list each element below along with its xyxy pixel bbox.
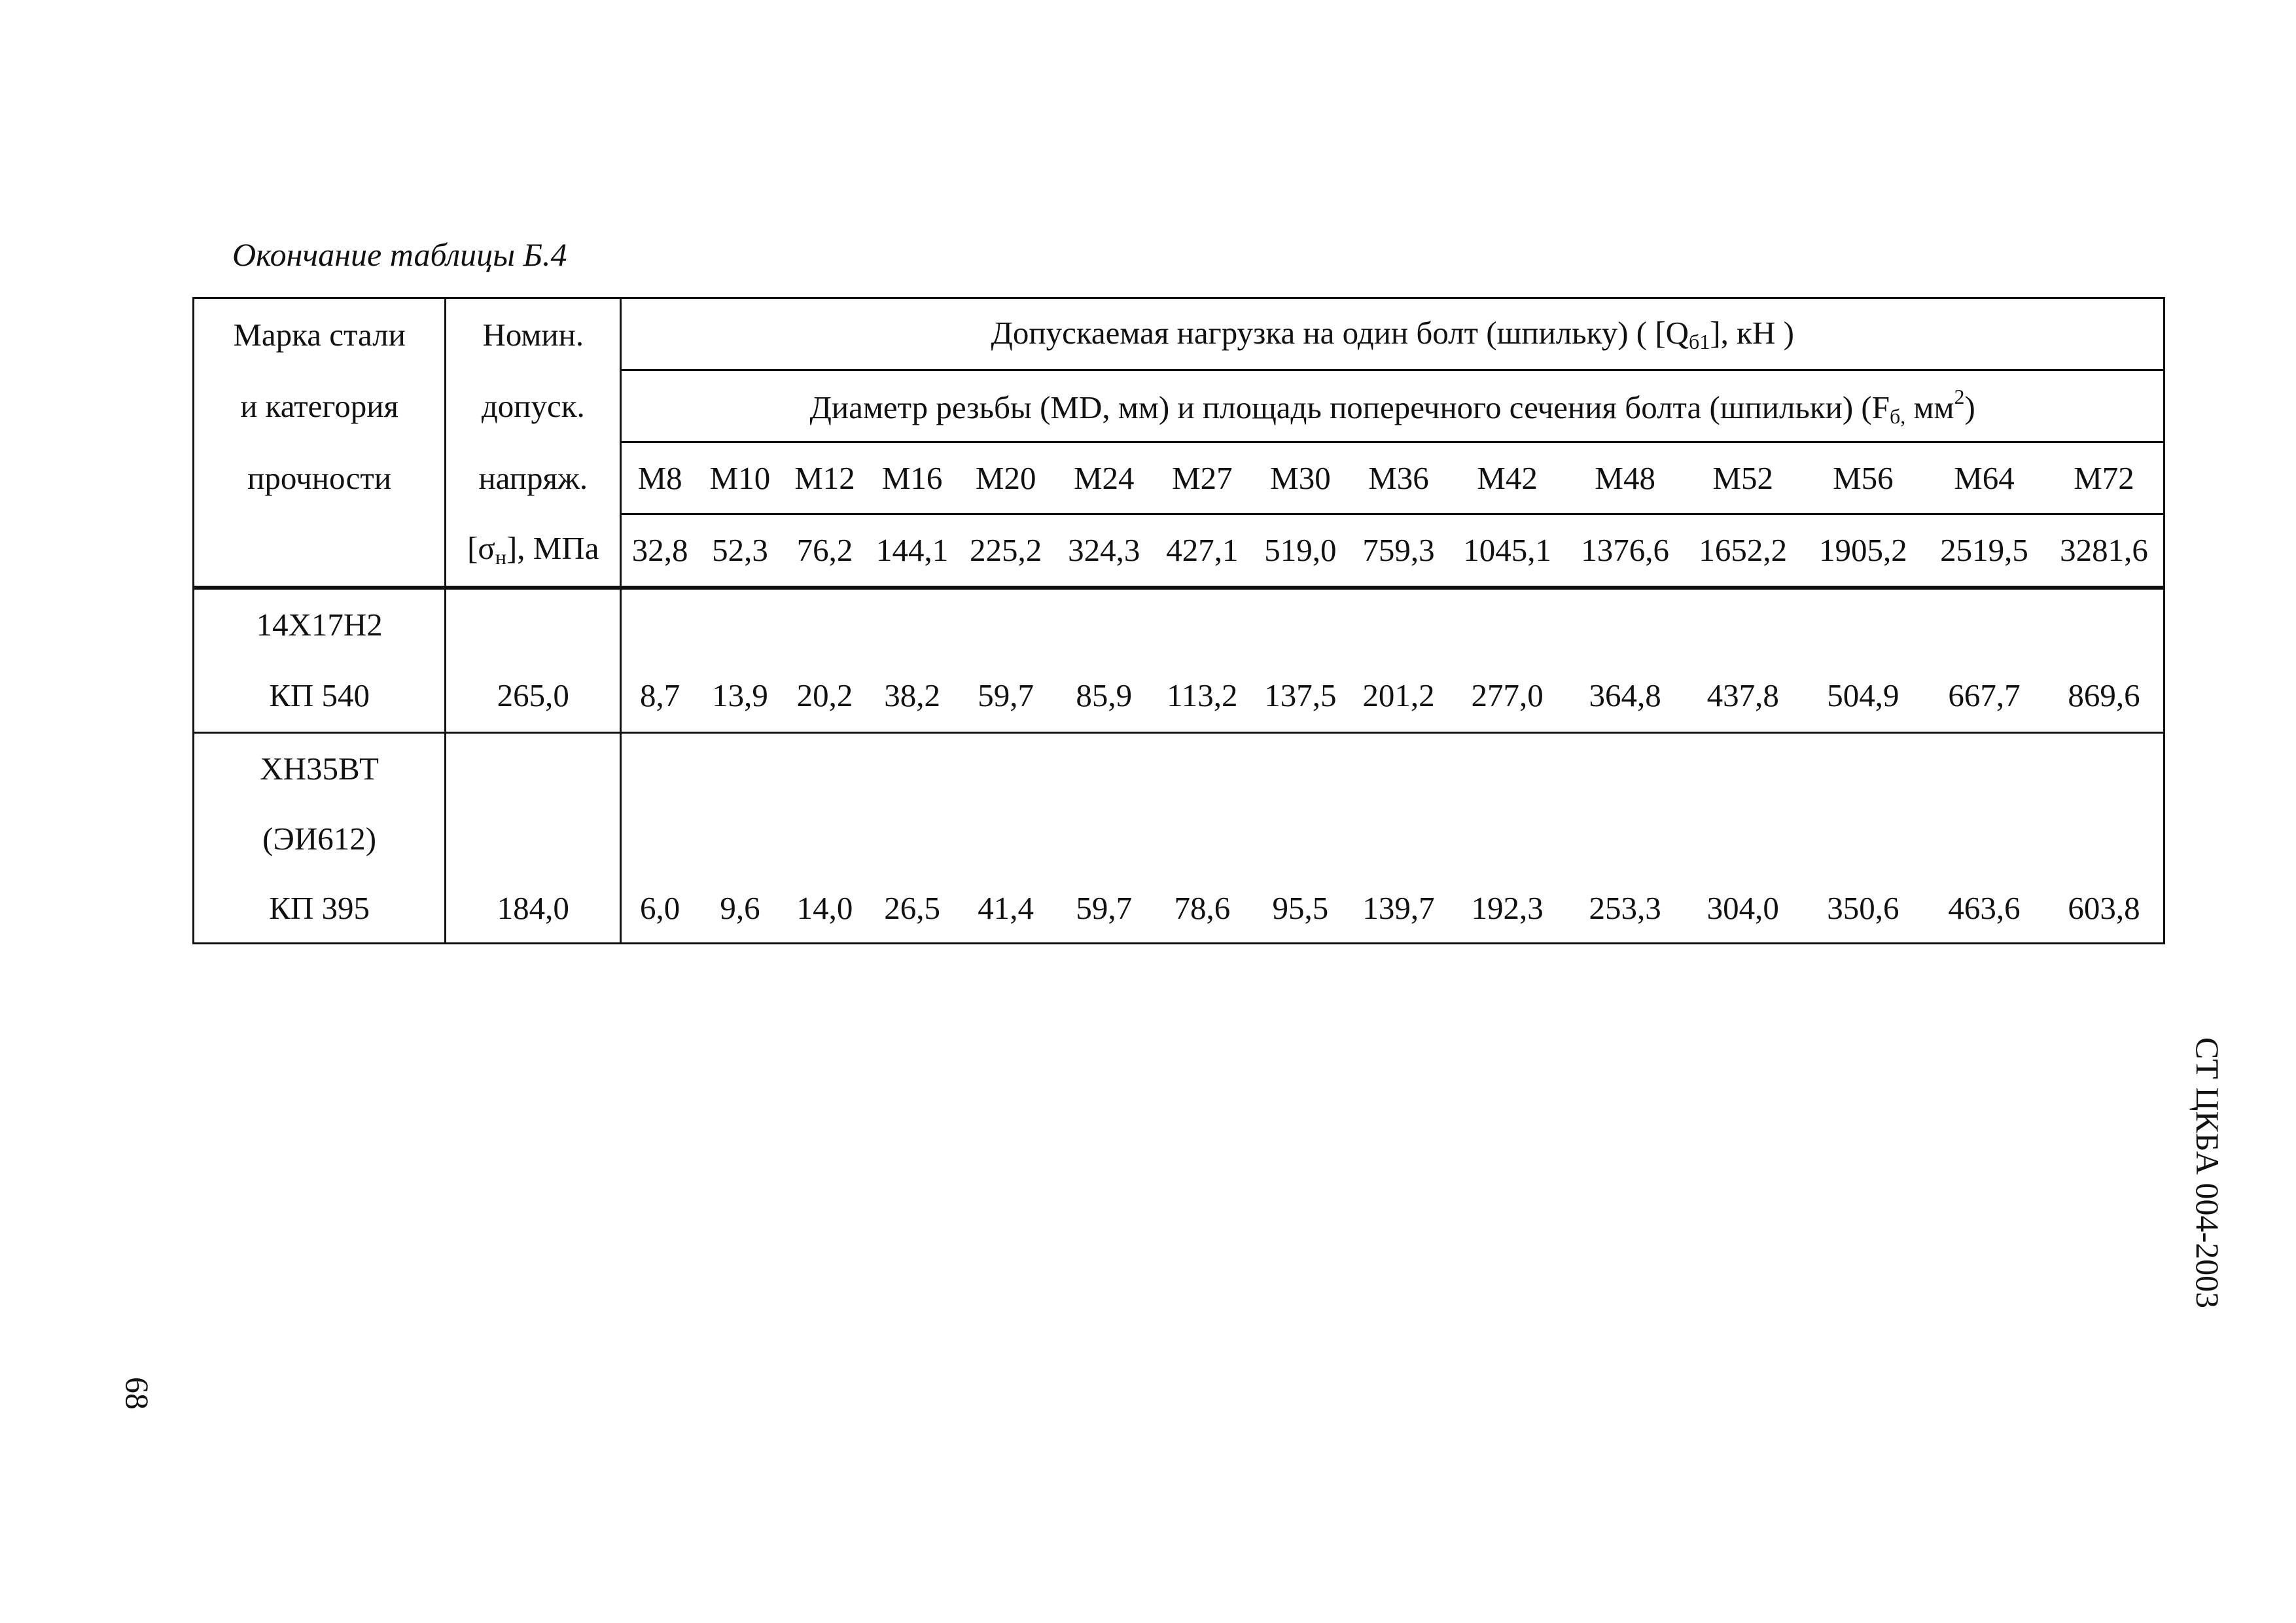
load-value: 78,6	[1153, 874, 1251, 944]
table-row	[194, 874, 2164, 944]
stress-blank	[446, 733, 621, 804]
header-stress-unit: $[\sigma_н]$, МПа	[446, 514, 621, 588]
load-value: 95,5	[1251, 874, 1349, 944]
area-cell: 76,2	[782, 514, 868, 588]
header-stress-line: Номин.	[446, 298, 621, 370]
size-cell: M27	[1153, 442, 1251, 514]
size-cell: M64	[1924, 442, 2045, 514]
load-value: 192,3	[1448, 874, 1567, 944]
size-cell: M12	[782, 442, 868, 514]
area-cell: 1045,1	[1448, 514, 1567, 588]
table-row	[194, 733, 2164, 804]
load-value: 253,3	[1567, 874, 1684, 944]
load-value: 113,2	[1153, 660, 1251, 733]
load-value: 38,2	[868, 660, 957, 733]
load-value: 277,0	[1448, 660, 1567, 733]
header-grade-blank	[194, 514, 446, 588]
size-cell: M56	[1803, 442, 1924, 514]
values-blank	[621, 733, 2164, 804]
header-grade-line: прочности	[194, 442, 446, 514]
load-value: 139,7	[1349, 874, 1447, 944]
area-cell: 759,3	[1349, 514, 1447, 588]
area-cell: 519,0	[1251, 514, 1349, 588]
load-value: 504,9	[1803, 660, 1924, 733]
load-value: 667,7	[1924, 660, 2045, 733]
load-value: 869,6	[2045, 660, 2164, 733]
header-thread-diameter: Диаметр резьбы (MD, мм) и площадь поперечного сечения болта (шпильки) ($F_{б,}$ $мм^2$)	[621, 370, 2164, 442]
size-cell: M10	[698, 442, 782, 514]
area-cell: 52,3	[698, 514, 782, 588]
grade-line: ХН35ВТ	[194, 733, 446, 804]
load-value: 6,0	[621, 874, 698, 944]
document-code: СТ ЦКБА 004-2003	[2189, 1037, 2226, 1309]
stress-blank	[446, 588, 621, 660]
area-cell: 2519,5	[1924, 514, 2045, 588]
header-grade-line: Марка стали	[194, 298, 446, 370]
load-value: 85,9	[1055, 660, 1153, 733]
load-value: 304,0	[1684, 874, 1803, 944]
grade-line: КП 540	[194, 660, 446, 733]
header-stress-line: напряж.	[446, 442, 621, 514]
load-value: 201,2	[1349, 660, 1447, 733]
load-value: 26,5	[868, 874, 957, 944]
load-value: 41,4	[957, 874, 1055, 944]
size-cell: M8	[621, 442, 698, 514]
page-number: 68	[119, 1377, 156, 1410]
area-cell: 225,2	[957, 514, 1055, 588]
size-cell: M24	[1055, 442, 1153, 514]
header-grade-line: и категория	[194, 370, 446, 442]
area-cell: 427,1	[1153, 514, 1251, 588]
size-cell: M72	[2045, 442, 2164, 514]
grade-line: 14Х17Н2	[194, 588, 446, 660]
load-value: 59,7	[1055, 874, 1153, 944]
grade-line: (ЭИ612)	[194, 804, 446, 874]
area-cell: 1652,2	[1684, 514, 1803, 588]
load-value: 14,0	[782, 874, 868, 944]
header-allowable-load: Допускаемая нагрузка на один болт (шпильку) ( $[Q_{б1}]$, кН )	[621, 298, 2164, 370]
grade-line: КП 395	[194, 874, 446, 944]
stress-value: 184,0	[446, 874, 621, 944]
load-value: 463,6	[1924, 874, 2045, 944]
load-value: 137,5	[1251, 660, 1349, 733]
size-cell: M16	[868, 442, 957, 514]
values-blank	[621, 588, 2164, 660]
load-value: 350,6	[1803, 874, 1924, 944]
area-cell: 3281,6	[2045, 514, 2164, 588]
load-value: 437,8	[1684, 660, 1803, 733]
size-cell: M30	[1251, 442, 1349, 514]
area-cell: 144,1	[868, 514, 957, 588]
area-cell: 324,3	[1055, 514, 1153, 588]
size-cell: M36	[1349, 442, 1447, 514]
stress-blank	[446, 804, 621, 874]
load-value: 603,8	[2045, 874, 2164, 944]
table-row	[194, 660, 2164, 733]
table-caption: Окончание таблицы Б.4	[232, 236, 567, 273]
values-blank	[621, 804, 2164, 874]
size-cell: M48	[1567, 442, 1684, 514]
load-value: 364,8	[1567, 660, 1684, 733]
load-value: 59,7	[957, 660, 1055, 733]
load-value: 13,9	[698, 660, 782, 733]
load-value: 9,6	[698, 874, 782, 944]
load-value: 8,7	[621, 660, 698, 733]
area-cell: 1905,2	[1803, 514, 1924, 588]
size-cell: M42	[1448, 442, 1567, 514]
table-row	[194, 588, 2164, 660]
load-value: 20,2	[782, 660, 868, 733]
header-stress-line: допуск.	[446, 370, 621, 442]
area-cell: 1376,6	[1567, 514, 1684, 588]
size-cell: M20	[957, 442, 1055, 514]
table-row	[194, 804, 2164, 874]
area-cell: 32,8	[621, 514, 698, 588]
stress-value: 265,0	[446, 660, 621, 733]
bolt-load-table	[192, 297, 2165, 944]
size-cell: M52	[1684, 442, 1803, 514]
